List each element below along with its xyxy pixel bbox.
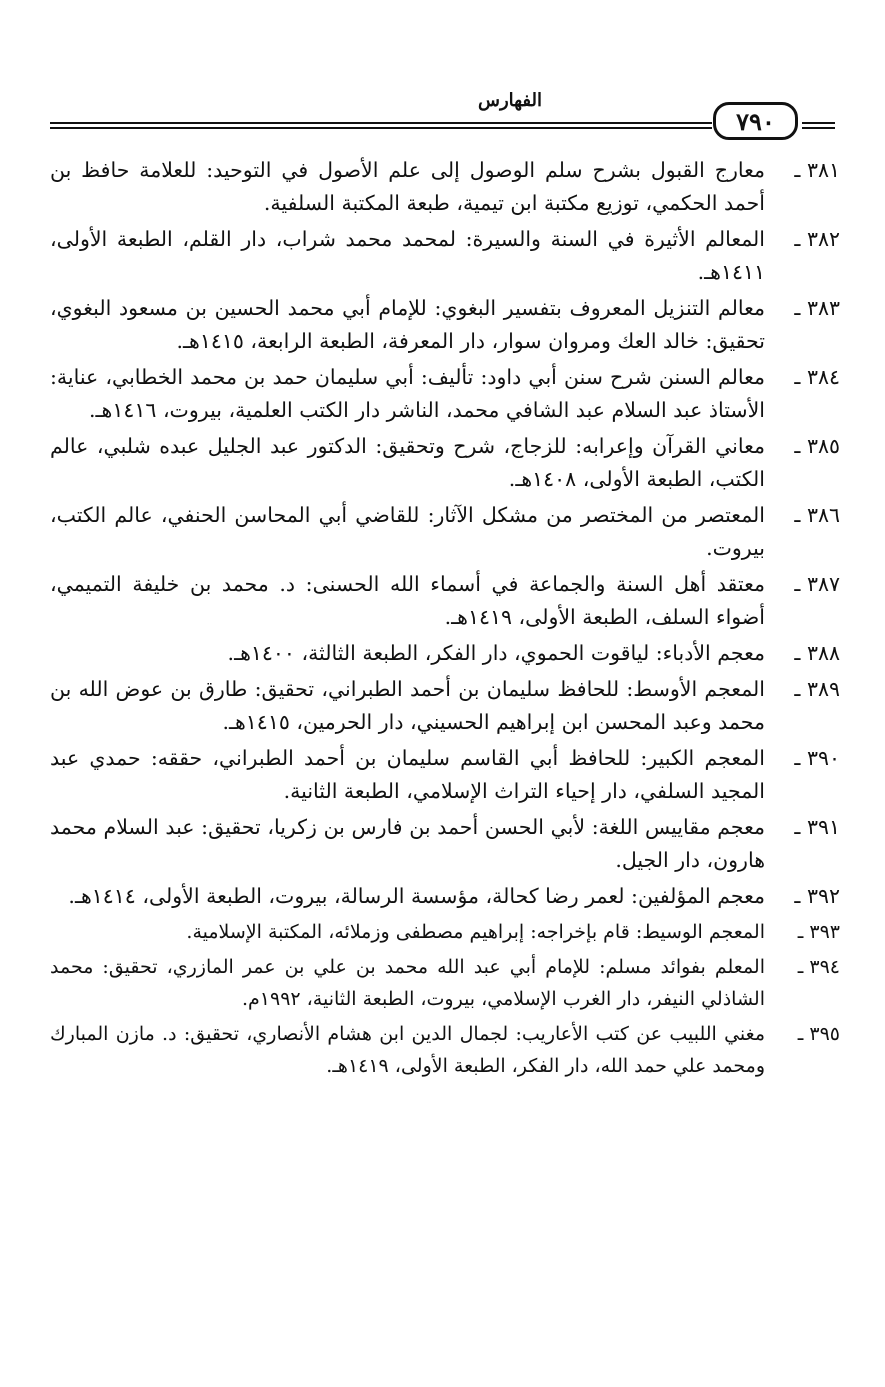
entry-text: المعجم الكبير: للحافظ أبي القاسم سليمان بن أحمد الطبراني، حققه: حمدي عبد المجيد السلفي، دار إحياء التراث الإسلامي، الطبعة الثانية. (50, 746, 765, 803)
entry-text: معجم مقاييس اللغة: لأبي الحسن أحمد بن فارس بن زكريا، تحقيق: عبد السلام محمد هارون، دار الجيل. (50, 815, 765, 872)
entry-number: ٣٨٣ ـ (794, 296, 840, 320)
entry-text: معجم المؤلفين: لعمر رضا كحالة، مؤسسة الرسالة، بيروت، الطبعة الأولى، ١٤١٤هـ. (68, 884, 765, 908)
page-header (50, 84, 840, 146)
entry-number: ٣٩٤ ـ (797, 956, 840, 978)
section-title: الفهارس (477, 90, 543, 111)
header-rule-short (802, 122, 835, 124)
entry-number: ٣٨٢ ـ (794, 227, 840, 251)
entry-number: ٣٨٨ ـ (794, 641, 840, 665)
page-number-badge: ٧٩٠ (713, 102, 798, 140)
bibliography-entry (50, 916, 840, 948)
entry-number: ٣٨٥ ـ (794, 434, 840, 458)
entry-number: ٣٩٠ ـ (794, 746, 840, 770)
entry-text: المعجم الأوسط: للحافظ سليمان بن أحمد الطبراني، تحقيق: طارق بن عوض الله بن محمد وعبد المحسن ابن إبراهيم الحسيني، دار الحرمين، ١٤١٥هـ. (50, 677, 765, 734)
bibliography-entry (50, 154, 840, 220)
bibliography-entry (50, 430, 840, 496)
entry-text: المعالم الأثيرة في السنة والسيرة: لمحمد محمد شراب، دار القلم، الطبعة الأولى، ١٤١١هـ. (50, 227, 765, 284)
bibliography-entry (50, 1018, 840, 1082)
entry-number: ٣٩٣ ـ (797, 921, 840, 943)
bibliography-entry (50, 292, 840, 358)
bibliography-list (50, 154, 840, 1085)
entry-text: معاني القرآن وإعرابه: للزجاج، شرح وتحقيق: الدكتور عبد الجليل عبده شلبي، عالم الكتب، الطبعة الأولى، ١٤٠٨هـ. (50, 434, 765, 491)
entry-text: معالم السنن شرح سنن أبي داود: تأليف: أبي سليمان حمد بن محمد الخطابي، عناية: الأستاذ عبد السلام عبد الشافي محمد، الناشر دار الكتب العلمية، بيروت، ١٤١٦هـ. (50, 365, 765, 422)
entry-number: ٣٨٧ ـ (794, 572, 840, 596)
entry-number: ٣٨٦ ـ (794, 503, 840, 527)
entry-number: ٣٩٢ ـ (794, 884, 840, 908)
entry-text: معتقد أهل السنة والجماعة في أسماء الله الحسنى: د. محمد بن خليفة التميمي، أضواء السلف، الطبعة الأولى، ١٤١٩هـ. (50, 572, 765, 629)
entry-number: ٣٨١ ـ (794, 158, 840, 182)
bibliography-entry (50, 673, 840, 739)
header-rule (50, 122, 712, 124)
entry-number: ٣٨٩ ـ (794, 677, 840, 701)
entry-text: المعلم بفوائد مسلم: للإمام أبي عبد الله محمد بن علي بن عمر المازري، تحقيق: محمد الشاذلي النيفر، دار الغرب الإسلامي، بيروت، الطبعة الثانية، ١٩٩٢م. (50, 956, 765, 1010)
header-rule-short (802, 127, 835, 129)
bibliography-entry (50, 742, 840, 808)
entry-text: المعجم الوسيط: قام بإخراجه: إبراهيم مصطفى وزملائه، المكتبة الإسلامية. (186, 921, 765, 943)
bibliography-entry (50, 811, 840, 877)
bibliography-entry (50, 637, 840, 670)
bibliography-entry (50, 499, 840, 565)
header-rule (50, 127, 712, 129)
entry-number: ٣٩٥ ـ (797, 1023, 840, 1045)
entry-text: مغني اللبيب عن كتب الأعاريب: لجمال الدين ابن هشام الأنصاري، تحقيق: د. مازن المبارك ومحمد علي حمد الله، دار الفكر، الطبعة الأولى، ١٤١٩هـ. (50, 1023, 765, 1077)
entry-text: معالم التنزيل المعروف بتفسير البغوي: للإمام أبي محمد الحسين بن مسعود البغوي، تحقيق: خالد العك ومروان سوار، دار المعرفة، الطبعة الرابعة، ١٤١٥هـ. (50, 296, 765, 353)
bibliography-entry (50, 361, 840, 427)
entry-number: ٣٨٤ ـ (794, 365, 840, 389)
entry-text: معجم الأدباء: لياقوت الحموي، دار الفكر، الطبعة الثالثة، ١٤٠٠هـ. (227, 641, 765, 665)
bibliography-entry (50, 951, 840, 1015)
bibliography-entry (50, 880, 840, 913)
entry-text: المعتصر من المختصر من مشكل الآثار: للقاضي أبي المحاسن الحنفي، عالم الكتب، بيروت. (50, 503, 765, 560)
entry-number: ٣٩١ ـ (794, 815, 840, 839)
bibliography-entry (50, 568, 840, 634)
entry-text: معارج القبول بشرح سلم الوصول إلى علم الأصول في التوحيد: للعلامة حافظ بن أحمد الحكمي، توزيع مكتبة ابن تيمية، طبعة المكتبة السلفية. (50, 158, 765, 215)
bibliography-entry (50, 223, 840, 289)
